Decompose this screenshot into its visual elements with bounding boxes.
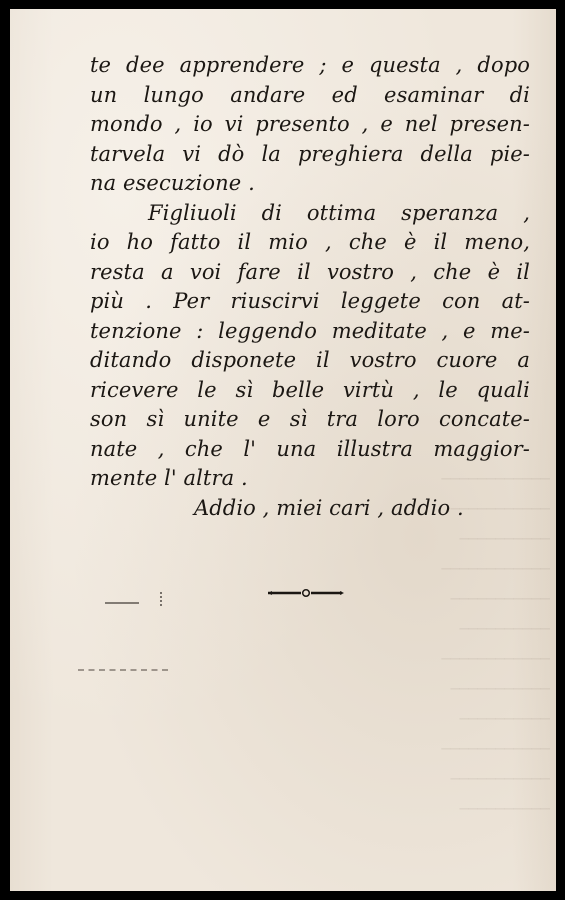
closing-line: Addio , miei cari , addio . (194, 495, 464, 520)
text-line: mente l' altra . (90, 466, 248, 490)
print-mark (160, 592, 165, 606)
text-line: tarvela vi dò la preghiera della pie- (90, 141, 530, 166)
body-text (90, 51, 530, 523)
text-line: nate , che l' una illustra maggior- (90, 436, 530, 461)
text-line: na esecuzione . (90, 171, 255, 195)
text-line: te dee apprendere ; e questa , dopo (90, 53, 530, 77)
text-line: un lungo andare ed esaminar di (90, 82, 530, 107)
text-line: resta a voi fare il vostro , che è il (90, 259, 530, 284)
text-line: mondo , io vi presento , e nel presen- (90, 112, 530, 136)
print-mark (105, 602, 139, 604)
ornament-divider-icon (266, 588, 346, 598)
text-line: tenzione : leggendo meditate , e me- (90, 318, 530, 343)
text-line: Figliuoli di ottima speranza , (148, 200, 530, 225)
text-line: ricevere le sì belle virtù , le quali (90, 377, 530, 402)
text-line: ditando disponete il vostro cuore a (90, 348, 530, 372)
text-line: più . Per riuscirvi leggete con at- (90, 289, 530, 313)
text-line: io ho fatto il mio , che è il meno, (90, 230, 530, 254)
text-line: son sì unite e sì tra loro concate- (90, 407, 530, 431)
show-through-text: ──────────── ─────────── ────────── ──────────── ─────────── ────────── ──────────── ─────────── ────────── ──────────── ─────────── ────────── (441, 470, 550, 818)
print-mark (78, 669, 168, 673)
book-page (10, 9, 556, 891)
